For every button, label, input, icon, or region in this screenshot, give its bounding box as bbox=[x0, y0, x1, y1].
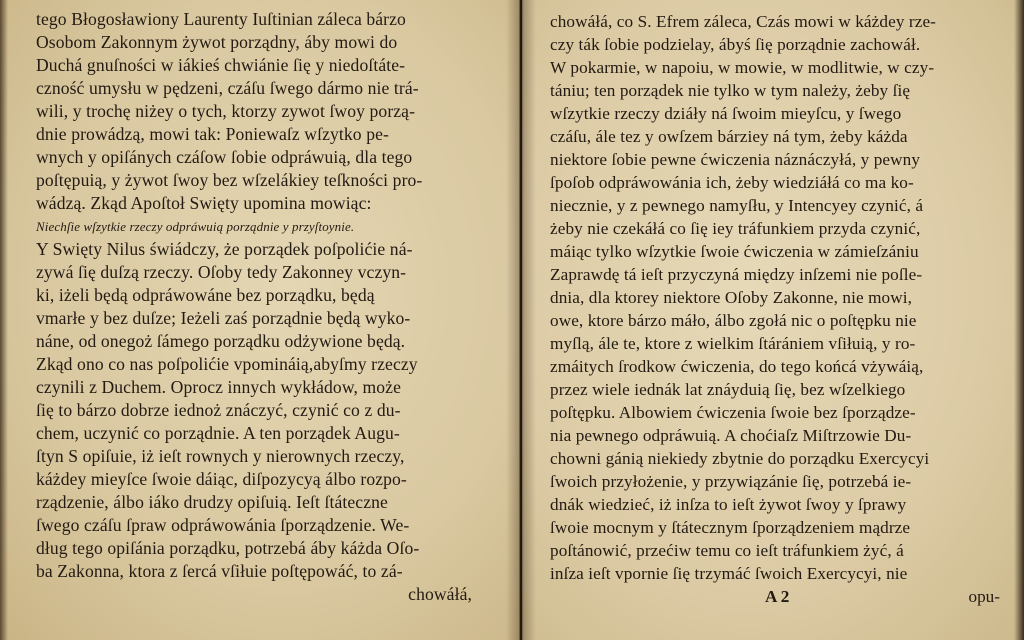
text-line: káżdey mieyſce ſwoie dáiąc, diſpozycyą álbo rozpo- bbox=[36, 469, 407, 489]
text-line: chem, uczynić co porządnie. A ten porządek Augu- bbox=[36, 423, 400, 443]
text-line: chowáłá, co S. Efrem záleca, Czás mowi w káżdey rze- bbox=[550, 12, 937, 31]
text-line: W pokarmie, w napoiu, w mowie, w modlitwie, w czy- bbox=[550, 58, 935, 77]
text-line: dnák wiedzieć, iż inſza to ieſt żywot ſwoy y ſprawy bbox=[550, 495, 907, 514]
catchword: opu- bbox=[968, 587, 1000, 606]
text-line: wádzą. Zkąd Apoſtoł Swięty upomina mowiąc: bbox=[36, 193, 372, 213]
text-line: Osobom Zakonnym żywot porządny, áby mowi do bbox=[36, 32, 398, 52]
text-line: poſtánowić, przećiw temu co ieſt tráfunkiem żyć, á bbox=[550, 541, 904, 560]
text-line: poſtępku. Albowiem ćwiczenia ſwoie bez ſporządze- bbox=[550, 403, 916, 422]
text-line: poſtępuią, y żywot ſwoy bez wſzelákiey teſkności pro- bbox=[36, 170, 423, 190]
left-page-text bbox=[36, 8, 502, 606]
text-line: niecznie, y z pewnego namyſłu, y Intencyey czynić, á bbox=[550, 196, 924, 215]
text-line: rządzenie, álbo iáko drudzy opiſuią. Ieſt ſtáteczne bbox=[36, 492, 388, 512]
text-line: przez wiele iednák lat znáyduią ſię, bez wſzelkiego bbox=[550, 380, 906, 399]
text-line: wſzytkie rzeczy dziáły ná ſwoim mieyſcu, y ſwego bbox=[550, 104, 902, 123]
text-line: ſwoie mocnym y ſtátecznym ſporządzeniem mądrze bbox=[550, 518, 911, 537]
italic-quote-line: Niechſie wſzytkie rzeczy odpráwuią porządnie y przyſtoynie. bbox=[36, 219, 355, 234]
text-line: ſwoich przyłożenie, y przywiązánie ſię, potrzebá ie- bbox=[550, 472, 912, 491]
text-line: owe, ktore bárzo máło, álbo zgołá nic o poſtępku nie bbox=[550, 311, 917, 330]
text-line: tániu; ten porządek nie tylko w tym należy, żeby ſię bbox=[550, 81, 911, 100]
text-line: zywá ſię duſzą rzeczy. Oſoby tedy Zakonney vczyn- bbox=[36, 262, 407, 282]
text-line: czność umysłu w pędzeni, czáſu ſwego dármo nie trá- bbox=[36, 78, 419, 98]
text-line: Zkąd ono co nas poſpolićie vpomináią,abyſmy rzeczy bbox=[36, 354, 418, 374]
text-line: vmarłe y bez duſze; Ieżeli zaś porządnie będą wyko- bbox=[36, 308, 411, 328]
text-line: dnia, dla ktorey niektore Oſoby Zakonne, nie mowi, bbox=[550, 288, 913, 307]
right-page-edge bbox=[1014, 0, 1024, 640]
text-line: czynili z Duchem. Oprocz innych wykłádow, może bbox=[36, 377, 401, 397]
text-line: myſlą, ále te, ktore z wielkim ſtárániem vſiłuią, y ro- bbox=[550, 334, 916, 353]
text-line: wnych y opiſánych czáſow ſobie odpráwuią, dla tego bbox=[36, 147, 413, 167]
text-line: ki, iżeli będą odpráwowáne bez porządku, będą bbox=[36, 285, 375, 305]
text-line: nia pewnego odpráwuią. A choćiaſz Miſtrzowie Du- bbox=[550, 426, 912, 445]
text-line: chowáłá, bbox=[408, 584, 472, 604]
text-line: Zaprawdę tá ieſt przyczyná między inſzemi nie poſle- bbox=[550, 265, 923, 284]
text-line: tego Błogosławiony Laurenty Iuſtinian záleca bárzo bbox=[36, 9, 406, 29]
left-page-edge bbox=[0, 0, 8, 640]
text-line: Y Swięty Nilus świádczy, że porządek poſpolićie ná- bbox=[36, 239, 413, 259]
signature-mark: A 2 bbox=[765, 587, 790, 606]
text-line: wili, y trochę niżey o tych, ktorzy zywot ſwoy porzą- bbox=[36, 101, 416, 121]
text-line: ſię to bárzo dobrze iednoż znáczyć, czynić co z du- bbox=[36, 400, 401, 420]
text-line: ſpoſob odpráwowánia ich, żeby wiedziáłá co ma ko- bbox=[550, 173, 914, 192]
text-line: czy ták ſobie podzielay, ábyś ſię porządnie zachowáł. bbox=[550, 35, 921, 54]
page-footer bbox=[550, 587, 1000, 610]
text-line: máiąc tylko wſzytkie ſwoie ćwiczenia w zámieſzániu bbox=[550, 242, 919, 261]
text-line: czáſu, ále tez y owſzem bárziey ná tym, żeby káżda bbox=[550, 127, 908, 146]
text-line: ſtyn S opiſuie, iż ieſt rownych y nierownych rzeczy, bbox=[36, 446, 405, 466]
text-line: dnie prowádzą, mowi tak: Poniewaſz wſzytko pe- bbox=[36, 124, 389, 144]
text-line: ſwego czáſu ſpraw odpráwowánia ſporządzenie. We- bbox=[36, 515, 410, 535]
text-line: dług tego opiſánia porządku, potrzebá áby káżda Oſo- bbox=[36, 538, 420, 558]
text-line: náne, od onegoż ſámego porządku odżywione będą. bbox=[36, 331, 406, 351]
text-line: żeby nie czekáłá co ſię iey tráfunkiem przyda czynić, bbox=[550, 219, 921, 238]
text-line: chowni gánią niekiedy zbytnie do porządku Exercycyi bbox=[550, 449, 930, 468]
text-line: zmáitych ſrodkow ćwiczenia, do tego końcá vżywáią, bbox=[550, 357, 924, 376]
right-page bbox=[522, 0, 1024, 640]
right-page-text bbox=[550, 10, 1000, 585]
text-line: inſza ieſt vpornie ſię trzymáć ſwoich Exercycyi, nie bbox=[550, 564, 908, 583]
text-line: Duchá gnuſności w iákieś chwiánie ſię y niedoſtáte- bbox=[36, 55, 406, 75]
text-line: ba Zakonna, ktora z ſercá vſiłuie poſtępowáć, to zá- bbox=[36, 561, 403, 581]
text-line: niektore ſobie pewne ćwiczenia náznáczyłá, y pewny bbox=[550, 150, 921, 169]
